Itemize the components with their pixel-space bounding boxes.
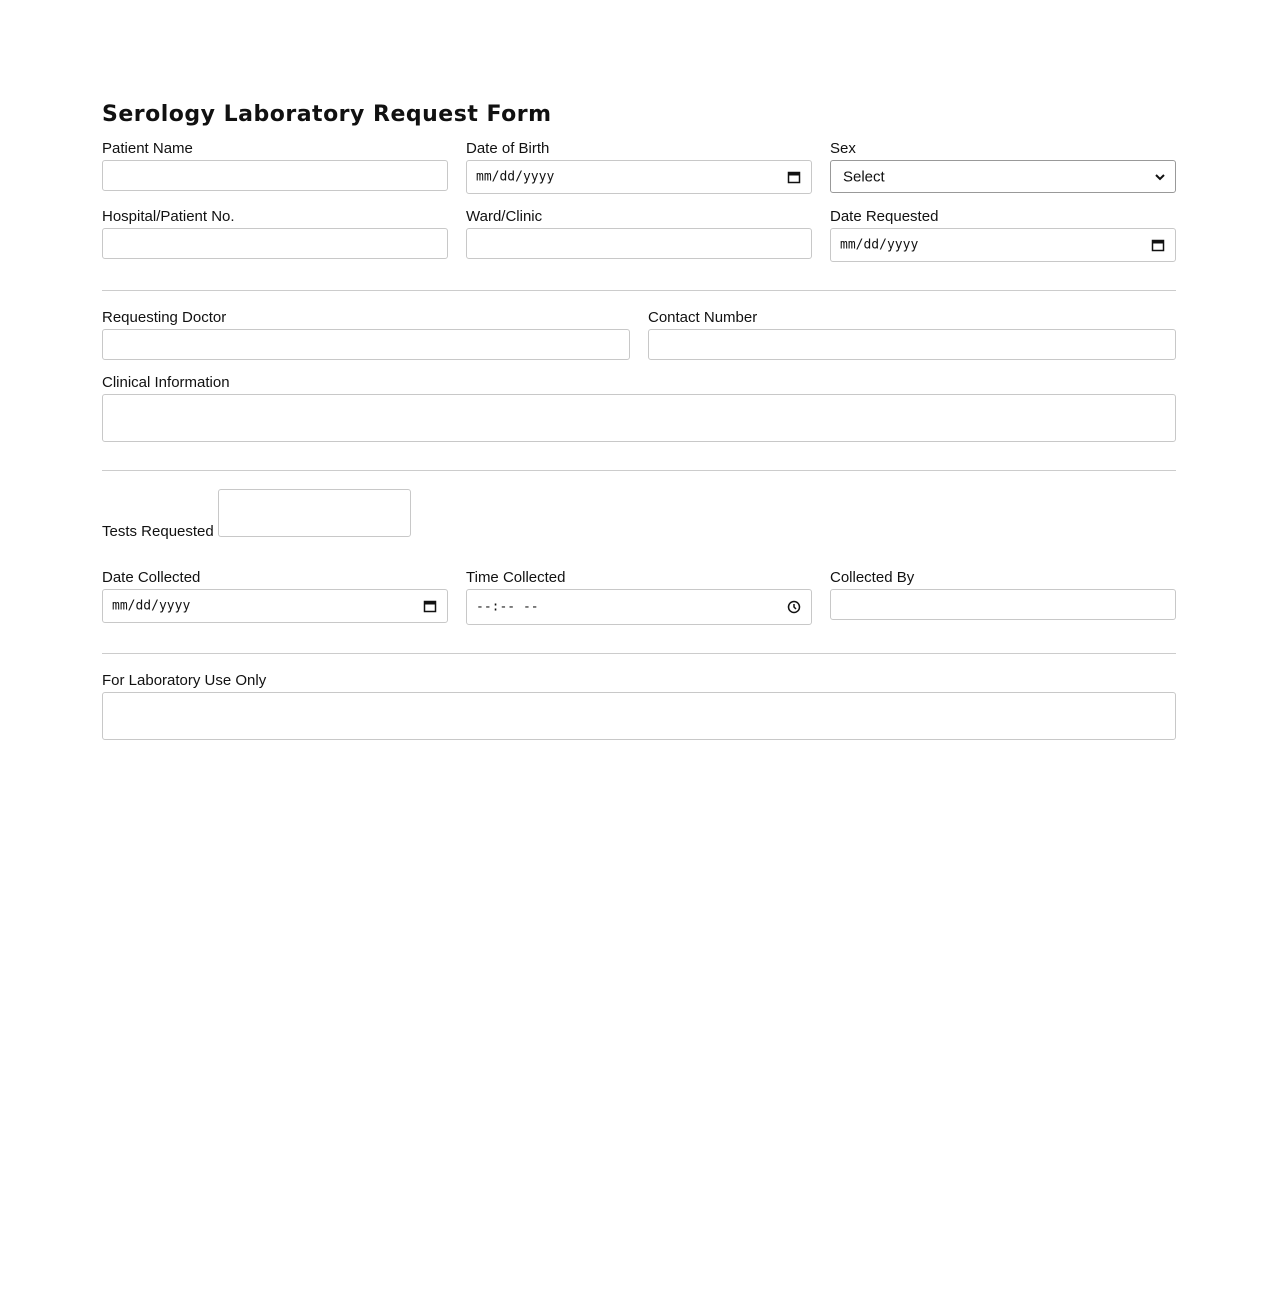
- sex-selected: Select: [843, 168, 885, 185]
- divider: [102, 290, 1176, 291]
- sex-select[interactable]: [830, 160, 1176, 193]
- date-requested-placeholder: mm/dd/yyyy: [840, 237, 919, 253]
- date-collected-input[interactable]: [102, 589, 448, 623]
- sex-label: Sex: [830, 140, 856, 157]
- contact-input[interactable]: [648, 329, 1176, 360]
- divider: [102, 653, 1176, 654]
- date-requested-input[interactable]: [830, 228, 1176, 262]
- lab-use-textarea[interactable]: [102, 692, 1176, 740]
- clinical-textarea[interactable]: [102, 394, 1176, 442]
- date-collected-label: Date Collected: [102, 569, 201, 586]
- hospital-no-input[interactable]: [102, 228, 448, 259]
- collected-by-input[interactable]: [830, 589, 1176, 620]
- hospital-no-label: Hospital/Patient No.: [102, 208, 235, 225]
- doctor-label: Requesting Doctor: [102, 309, 227, 326]
- ward-label: Ward/Clinic: [466, 208, 543, 225]
- date-requested-label: Date Requested: [830, 208, 939, 225]
- dob-placeholder: mm/dd/yyyy: [476, 169, 555, 185]
- dob-input[interactable]: [466, 160, 812, 194]
- doctor-input[interactable]: [102, 329, 630, 360]
- calendar-icon[interactable]: [423, 599, 437, 613]
- date-collected-placeholder: mm/dd/yyyy: [112, 598, 191, 614]
- clock-icon[interactable]: [787, 600, 801, 614]
- ward-input[interactable]: [466, 228, 812, 259]
- collected-by-label: Collected By: [830, 569, 915, 586]
- tests-label: Tests Requested: [102, 523, 214, 540]
- clinical-label: Clinical Information: [102, 374, 230, 391]
- calendar-icon[interactable]: [787, 170, 801, 184]
- calendar-icon[interactable]: [1151, 238, 1165, 252]
- lab-use-label: For Laboratory Use Only: [102, 672, 267, 689]
- tests-textarea[interactable]: [218, 489, 411, 537]
- patient-name-label: Patient Name: [102, 140, 193, 157]
- time-collected-placeholder: --:-- --: [476, 599, 539, 615]
- page-title: Serology Laboratory Request Form: [102, 102, 552, 127]
- chevron-down-icon: [1155, 173, 1165, 181]
- dob-label: Date of Birth: [466, 140, 550, 157]
- time-collected-label: Time Collected: [466, 569, 566, 586]
- contact-label: Contact Number: [648, 309, 758, 326]
- patient-name-input[interactable]: [102, 160, 448, 191]
- time-collected-input[interactable]: [466, 589, 812, 625]
- divider: [102, 470, 1176, 471]
